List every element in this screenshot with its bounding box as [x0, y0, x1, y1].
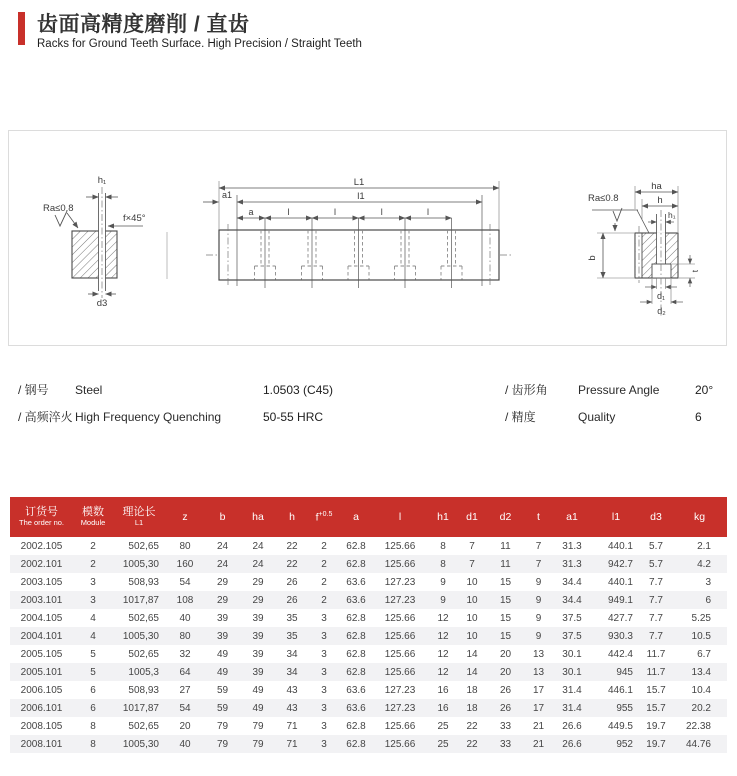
left-section-view	[43, 175, 167, 309]
table-cell: 39	[252, 612, 264, 624]
table-cell: 127.23	[384, 702, 416, 714]
dim-label-l: l	[287, 207, 290, 217]
spec-quality	[505, 409, 730, 425]
table-cell: 31.4	[562, 702, 582, 714]
technical-drawing-panel	[8, 130, 727, 346]
table-cell: 4	[90, 612, 96, 624]
table-cell: 5.7	[649, 558, 663, 570]
order-no-cell: 2003.101	[20, 594, 63, 606]
table-cell: 4	[90, 630, 96, 642]
table-cell: 26	[499, 702, 512, 714]
table-cell: 446.1	[607, 684, 633, 696]
table-cell: 5	[90, 648, 96, 660]
order-no-cell: 2008.101	[20, 738, 63, 750]
table-cell: 8	[440, 558, 446, 570]
table-cell: 11.7	[646, 648, 666, 660]
table-cell: 7.7	[649, 630, 663, 642]
table-cell: 15.7	[646, 684, 666, 696]
table-cell: 1005,30	[122, 630, 159, 642]
table-cell: 62.8	[346, 648, 366, 660]
spec-value: 1.0503 (C45)	[263, 383, 334, 397]
table-cell: 34.4	[562, 594, 582, 606]
table-cell: 14	[466, 648, 478, 660]
table-cell: 125.66	[384, 630, 416, 642]
dim-label-l: l	[334, 207, 336, 217]
table-cell: 29	[216, 576, 229, 588]
order-no-cell: 2006.101	[20, 702, 63, 714]
chamfer-label: f×45°	[123, 213, 146, 224]
table-cell: 24	[216, 558, 229, 570]
spec-quenching	[18, 409, 358, 425]
table-cell: 12	[437, 648, 449, 660]
table-cell: 15.7	[646, 702, 666, 714]
table-cell: 5.25	[691, 612, 711, 624]
table-cell: 26	[499, 684, 512, 696]
table-header-row	[10, 497, 727, 537]
table-cell: 3	[90, 594, 96, 606]
table-cell: 15	[499, 576, 512, 588]
spec-value: 6	[695, 410, 702, 424]
table-cell: 8	[90, 720, 96, 732]
column-header-t: t	[525, 497, 552, 537]
table-cell: 942.7	[607, 558, 633, 570]
column-header-l1: l1	[592, 497, 640, 537]
table-cell: 26.6	[562, 738, 582, 750]
table-row	[10, 627, 727, 645]
table-cell: 502,65	[128, 612, 159, 624]
table-cell: 16	[437, 684, 449, 696]
table-cell: 9	[535, 630, 542, 642]
table-cell: 18	[466, 684, 478, 696]
table-cell: 26	[286, 576, 298, 588]
table-cell: 13.4	[691, 666, 711, 678]
table-cell: 10.5	[691, 630, 711, 642]
table-cell: 44.76	[685, 738, 711, 750]
order-no-cell: 2005.101	[20, 666, 63, 678]
table-cell: 952	[616, 738, 633, 750]
table-cell: 37.5	[562, 612, 582, 624]
table-cell: 9	[440, 576, 446, 588]
table-cell: 3	[321, 684, 327, 696]
table-cell: 1005,30	[122, 738, 159, 750]
table-cell: 127.23	[384, 594, 416, 606]
table-cell: 508,93	[128, 576, 159, 588]
table-cell: 24	[252, 540, 264, 552]
table-cell: 9	[535, 594, 542, 606]
table-cell: 12	[437, 630, 449, 642]
table-cell: 25	[437, 738, 449, 750]
table-cell: 21	[532, 738, 545, 750]
table-cell: 63.6	[346, 702, 366, 714]
column-header-l1: 理论长 L1	[113, 497, 165, 537]
table-cell: 17	[532, 684, 545, 696]
table-cell: 24	[252, 558, 264, 570]
table-cell: 13	[532, 666, 545, 678]
column-header-b: b	[205, 497, 240, 537]
table-cell: 62.8	[346, 630, 366, 642]
table-cell: 7	[469, 558, 475, 570]
table-cell: 22	[286, 558, 298, 570]
column-header-f: $f^{+0.5}$	[308, 497, 340, 537]
table-cell: 79	[252, 720, 264, 732]
table-cell: 62.8	[346, 540, 366, 552]
table-cell: 125.66	[384, 648, 416, 660]
table-cell: 80	[179, 540, 191, 552]
table-cell: 442.4	[607, 648, 633, 660]
table-row	[10, 663, 727, 681]
table-cell: 955	[616, 702, 633, 714]
table-cell: 62.8	[346, 612, 366, 624]
dim-label-d3: d3	[96, 298, 108, 309]
table-cell: 49	[252, 702, 264, 714]
dim-label-h1: h₁	[668, 210, 676, 220]
table-cell: 3	[321, 612, 327, 624]
spec-pressure-angle	[505, 382, 730, 398]
table-cell: 22.38	[685, 720, 711, 732]
table-cell: 125.66	[384, 666, 416, 678]
table-cell: 22	[466, 720, 478, 732]
table-cell: 127.23	[384, 684, 416, 696]
table-cell: 508,93	[128, 684, 159, 696]
table-cell: 125.66	[384, 540, 416, 552]
table-cell: 3	[321, 666, 327, 678]
spec-label-zh: / 齿形角	[505, 383, 548, 397]
table-cell: 64	[179, 666, 191, 678]
table-cell: 49	[252, 684, 264, 696]
table-cell: 10	[466, 612, 478, 624]
table-cell: 3	[705, 576, 711, 588]
column-header-d2: d2	[486, 497, 525, 537]
table-cell: 62.8	[346, 720, 366, 732]
table-cell: 502,65	[128, 720, 159, 732]
table-cell: 35	[286, 612, 298, 624]
table-cell: 3	[321, 738, 327, 750]
table-cell: 16	[437, 702, 449, 714]
table-cell: 10	[466, 576, 478, 588]
spec-label-en: High Frequency Quenching	[75, 410, 222, 424]
table-cell: 62.8	[346, 738, 366, 750]
table-cell: 59	[216, 702, 229, 714]
table-cell: 440.1	[607, 540, 633, 552]
table-cell: 20	[499, 648, 512, 660]
table-cell: 18	[466, 702, 478, 714]
spec-label-en: Quality	[578, 410, 616, 424]
table-cell: 9	[535, 612, 542, 624]
table-cell: 37.5	[562, 630, 582, 642]
table-cell: 11.7	[646, 666, 666, 678]
table-cell: 7.7	[649, 594, 663, 606]
table-cell: 26	[286, 594, 298, 606]
order-no-cell: 2005.105	[20, 648, 63, 660]
spec-steel	[18, 382, 358, 398]
table-cell: 3	[321, 630, 327, 642]
table-cell: 440.1	[607, 576, 633, 588]
table-cell: 27	[179, 684, 191, 696]
table-cell: 17	[532, 702, 545, 714]
table-cell: 160	[176, 558, 194, 570]
table-row	[10, 681, 727, 699]
table-cell: 33	[499, 720, 512, 732]
table-cell: 39	[252, 630, 264, 642]
column-header-z: z	[165, 497, 205, 537]
table-cell: 502,65	[128, 648, 159, 660]
table-cell: 9	[535, 576, 542, 588]
table-row	[10, 591, 727, 609]
table-cell: 1017,87	[122, 594, 159, 606]
table-cell: 2	[321, 540, 327, 552]
table-cell: 39	[252, 666, 264, 678]
table-cell: 71	[286, 720, 298, 732]
table-cell: 80	[179, 630, 191, 642]
table-cell: 20.2	[691, 702, 711, 714]
table-cell: 125.66	[384, 558, 416, 570]
table-cell: 63.6	[346, 594, 366, 606]
table-cell: 43	[286, 702, 298, 714]
table-cell: 12	[437, 612, 449, 624]
table-cell: 20	[179, 720, 191, 732]
table-cell: 15	[499, 630, 512, 642]
table-cell: 35	[286, 630, 298, 642]
table-cell: 33	[499, 738, 512, 750]
table-cell: 79	[216, 738, 229, 750]
accent-bar	[18, 12, 25, 45]
table-cell: 4.2	[697, 558, 711, 570]
table-cell: 10	[466, 630, 478, 642]
table-cell: 6.7	[697, 648, 711, 660]
table-cell: 40	[179, 738, 191, 750]
table-cell: 949.1	[607, 594, 633, 606]
table-cell: 63.6	[346, 576, 366, 588]
table-cell: 30.1	[562, 666, 582, 678]
table-cell: 7.7	[649, 612, 663, 624]
table-row	[10, 699, 727, 717]
spec-value: 50-55 HRC	[263, 410, 324, 424]
page-title: 齿面高精度磨削 / 直齿	[37, 13, 250, 36]
spec-label-en: Pressure Angle	[578, 383, 660, 397]
table-cell: 6	[90, 684, 96, 696]
table-cell: 6	[90, 702, 96, 714]
column-header-the-order-no-: 订货号 The order no.	[10, 497, 73, 537]
column-header-l: l	[372, 497, 428, 537]
table-cell: 49	[216, 648, 229, 660]
dim-label-h1: h₁	[97, 175, 107, 186]
table-cell: 39	[216, 630, 229, 642]
spec-label-zh: / 高频淬火	[18, 410, 73, 424]
order-no-cell: 2002.101	[20, 558, 63, 570]
column-header-a1: a1	[552, 497, 592, 537]
table-cell: 49	[216, 666, 229, 678]
table-cell: 21	[532, 720, 545, 732]
spec-label-en: Steel	[75, 383, 103, 397]
table-cell: 9	[440, 594, 446, 606]
table-cell: 3	[90, 576, 96, 588]
table-row	[10, 555, 727, 573]
dim-label-ha: ha	[651, 181, 662, 192]
table-cell: 7	[535, 558, 542, 570]
table-cell: 2	[90, 558, 96, 570]
table-cell: 108	[176, 594, 194, 606]
table-cell: 12	[437, 666, 449, 678]
table-cell: 29	[252, 594, 264, 606]
table-cell: 2.1	[697, 540, 711, 552]
table-cell: 59	[216, 684, 229, 696]
table-cell: 29	[216, 594, 229, 606]
table-cell: 5.7	[649, 540, 663, 552]
technical-drawing	[9, 131, 726, 345]
table-cell: 8	[440, 540, 446, 552]
table-cell: 3	[321, 702, 327, 714]
order-no-cell: 2002.105	[20, 540, 63, 552]
table-cell: 34	[286, 648, 298, 660]
spec-label-zh: / 钢号	[18, 383, 49, 397]
table-cell: 43	[286, 684, 298, 696]
surface-finish-label: Ra≤0.8	[588, 193, 619, 204]
rack-front-view	[203, 177, 512, 288]
table-cell: 62.8	[346, 666, 366, 678]
spec-section	[0, 378, 737, 440]
table-cell: 1005,30	[122, 558, 159, 570]
dim-label-l: l	[427, 207, 429, 217]
table-cell: 19.7	[646, 738, 666, 750]
table-cell: 62.8	[346, 558, 366, 570]
dim-label-d1: d₁	[656, 291, 666, 301]
column-header-a: a	[340, 497, 372, 537]
table-cell: 22	[286, 540, 298, 552]
table-cell: 427.7	[607, 612, 633, 624]
table-cell: 14	[466, 666, 478, 678]
table-cell: 10.4	[691, 684, 711, 696]
table-cell: 34.4	[562, 576, 582, 588]
table-cell: 32	[179, 648, 191, 660]
spec-label-zh: / 精度	[505, 410, 536, 424]
page-subtitle: Racks for Ground Teeth Surface. High Precision / Straight Teeth	[37, 38, 362, 50]
table-cell: 127.23	[384, 576, 416, 588]
table-cell: 54	[179, 576, 191, 588]
product-table	[10, 497, 727, 753]
table-cell: 7.7	[649, 576, 663, 588]
column-header-d1: d1	[458, 497, 486, 537]
table-cell: 2	[321, 576, 327, 588]
spec-value: 20°	[695, 383, 714, 397]
table-cell: 25	[437, 720, 449, 732]
table-cell: 11	[500, 540, 511, 552]
table-cell: 20	[499, 666, 512, 678]
dim-label-b: b	[587, 255, 598, 261]
table-row	[10, 609, 727, 627]
right-section-view	[587, 181, 700, 317]
surface-finish-label: Ra≤0.8	[43, 203, 74, 214]
table-cell: 31.3	[562, 558, 582, 570]
table-cell: 29	[252, 576, 264, 588]
table-cell: 71	[286, 738, 298, 750]
table-cell: 3	[321, 648, 327, 660]
table-cell: 31.4	[562, 684, 582, 696]
table-row	[10, 573, 727, 591]
table-cell: 15	[499, 594, 512, 606]
table-cell: 79	[216, 720, 229, 732]
table-row	[10, 717, 727, 735]
table-cell: 3	[321, 720, 327, 732]
dim-label-a: a	[248, 207, 254, 217]
order-no-cell: 2004.105	[20, 612, 63, 624]
rack-dimension-table	[10, 497, 727, 753]
table-cell: 2	[90, 540, 96, 552]
table-cell: 24	[216, 540, 229, 552]
table-cell: 34	[286, 666, 298, 678]
table-cell: 15	[499, 612, 512, 624]
table-row	[10, 645, 727, 663]
column-header-h1: h1	[428, 497, 458, 537]
table-cell: 8	[90, 738, 96, 750]
table-cell: 125.66	[384, 738, 416, 750]
table-cell: 13	[532, 648, 545, 660]
order-no-cell: 2003.105	[20, 576, 63, 588]
dim-label-h: h	[657, 195, 663, 206]
table-row	[10, 735, 727, 753]
table-cell: 11	[500, 558, 511, 570]
table-cell: 1017,87	[122, 702, 159, 714]
table-cell: 2	[321, 594, 327, 606]
dim-label-l1: l1	[357, 191, 365, 202]
dim-label-a1: a1	[221, 190, 233, 200]
order-no-cell: 2006.105	[20, 684, 63, 696]
column-header-module: 模数 Module	[73, 497, 113, 537]
table-cell: 40	[179, 612, 191, 624]
table-cell: 5	[90, 666, 96, 678]
table-cell: 1005,3	[128, 666, 159, 678]
table-cell: 26.6	[562, 720, 582, 732]
order-no-cell: 2004.101	[20, 630, 63, 642]
column-header-h: h	[276, 497, 308, 537]
table-cell: 63.6	[346, 684, 366, 696]
order-no-cell: 2008.105	[20, 720, 63, 732]
table-cell: 7	[469, 540, 475, 552]
table-cell: 6	[705, 594, 711, 606]
table-row	[10, 537, 727, 555]
column-header-ha: ha	[240, 497, 276, 537]
column-header-kg: kg	[672, 497, 727, 537]
table-cell: 125.66	[384, 612, 416, 624]
table-cell: 10	[466, 594, 478, 606]
table-cell: 930.3	[607, 630, 633, 642]
table-cell: 125.66	[384, 720, 416, 732]
table-cell: 22	[466, 738, 478, 750]
column-header-d3: d3	[640, 497, 672, 537]
table-cell: 2	[321, 558, 327, 570]
table-cell: 19.7	[646, 720, 666, 732]
table-cell: 54	[179, 702, 191, 714]
table-cell: 502,65	[128, 540, 159, 552]
dim-label-d2: d₂	[657, 306, 666, 316]
dim-label-l: l	[380, 207, 383, 217]
table-cell: 31.3	[562, 540, 582, 552]
table-cell: 7	[535, 540, 542, 552]
table-cell: 30.1	[562, 648, 582, 660]
table-cell: 945	[616, 666, 633, 678]
table-cell: 39	[216, 612, 229, 624]
dim-label-L1: L1	[353, 177, 365, 188]
dim-label-t: t	[690, 269, 700, 273]
table-cell: 39	[252, 648, 264, 660]
table-cell: 449.5	[607, 720, 633, 732]
table-cell: 79	[252, 738, 264, 750]
